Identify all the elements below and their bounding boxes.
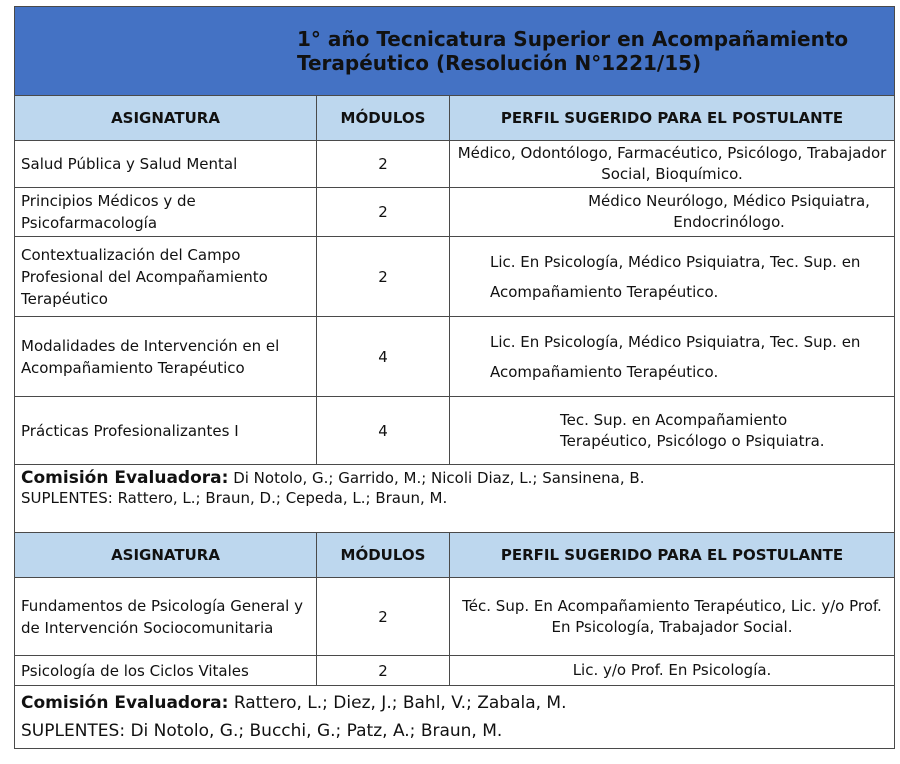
document [14,6,894,749]
table-row [15,656,895,686]
profile-cell: Médico Neurólogo, Médico Psiquiatra, Endocrinólogo. [450,188,895,237]
table-title: 1° año Tecnicatura Superior en Acompañamiento Terapéutico (Resolución N°1221/15) [15,7,895,96]
header-asignatura: ASIGNATURA [15,96,317,141]
commission-label: Comisión Evaluadora: [21,468,229,488]
subject-cell: Contextualización del Campo Profesional del Acompañamiento Terapéutico [15,237,317,317]
modules-cell: 2 [317,188,450,237]
commission-members: Di Notolo, G.; Garrido, M.; Nicoli Diaz, L.; Sansinena, B. [228,469,645,487]
table-row [15,237,895,317]
subject-cell: Fundamentos de Psicología General y de Intervención Sociocomunitaria [15,578,317,656]
profile-cell: Lic. y/o Prof. En Psicología. [450,656,895,686]
profile-cell: Lic. En Psicología, Médico Psiquiatra, Tec. Sup. en Acompañamiento Terapéutico. [450,237,895,317]
table-row [15,397,895,465]
commission-row [15,686,895,749]
header-row [15,533,895,578]
commission-cell [15,686,895,749]
profile-cell: Tec. Sup. en Acompañamiento Terapéutico, Psicólogo o Psiquiatra. [450,397,895,465]
table-row [15,188,895,237]
course-table [14,6,895,749]
profile-cell: Téc. Sup. En Acompañamiento Terapéutico, Lic. y/o Prof. En Psicología, Trabajador Social. [450,578,895,656]
header-asignatura: ASIGNATURA [15,533,317,578]
subject-cell: Principios Médicos y de Psicofarmacología [15,188,317,237]
modules-cell: 2 [317,237,450,317]
subject-cell: Psicología de los Ciclos Vitales [15,656,317,686]
header-modulos: MÓDULOS [317,533,450,578]
table-row [15,317,895,397]
modules-cell: 2 [317,656,450,686]
profile-cell: Médico, Odontólogo, Farmacéutico, Psicólogo, Trabajador Social, Bioquímico. [450,141,895,188]
header-modulos: MÓDULOS [317,96,450,141]
table-row [15,141,895,188]
profile-cell: Lic. En Psicología, Médico Psiquiatra, Tec. Sup. en Acompañamiento Terapéutico. [450,317,895,397]
subject-cell: Prácticas Profesionalizantes I [15,397,317,465]
header-perfil: PERFIL SUGERIDO PARA EL POSTULANTE [450,96,895,141]
commission-label: Comisión Evaluadora: [21,693,229,713]
modules-cell: 4 [317,397,450,465]
modules-cell: 2 [317,578,450,656]
subject-cell: Salud Pública y Salud Mental [15,141,317,188]
subject-cell: Modalidades de Intervención en el Acompañamiento Terapéutico [15,317,317,397]
modules-cell: 2 [317,141,450,188]
substitutes: SUPLENTES: Rattero, L.; Braun, D.; Cepeda, L.; Braun, M. [21,489,448,507]
header-perfil: PERFIL SUGERIDO PARA EL POSTULANTE [450,533,895,578]
commission-row [15,465,895,533]
header-row [15,96,895,141]
substitutes: SUPLENTES: Di Notolo, G.; Bucchi, G.; Patz, A.; Braun, M. [21,721,503,741]
commission-cell [15,465,895,533]
modules-cell: 4 [317,317,450,397]
commission-members: Rattero, L.; Diez, J.; Bahl, V.; Zabala, M. [228,693,567,713]
table-row [15,578,895,656]
